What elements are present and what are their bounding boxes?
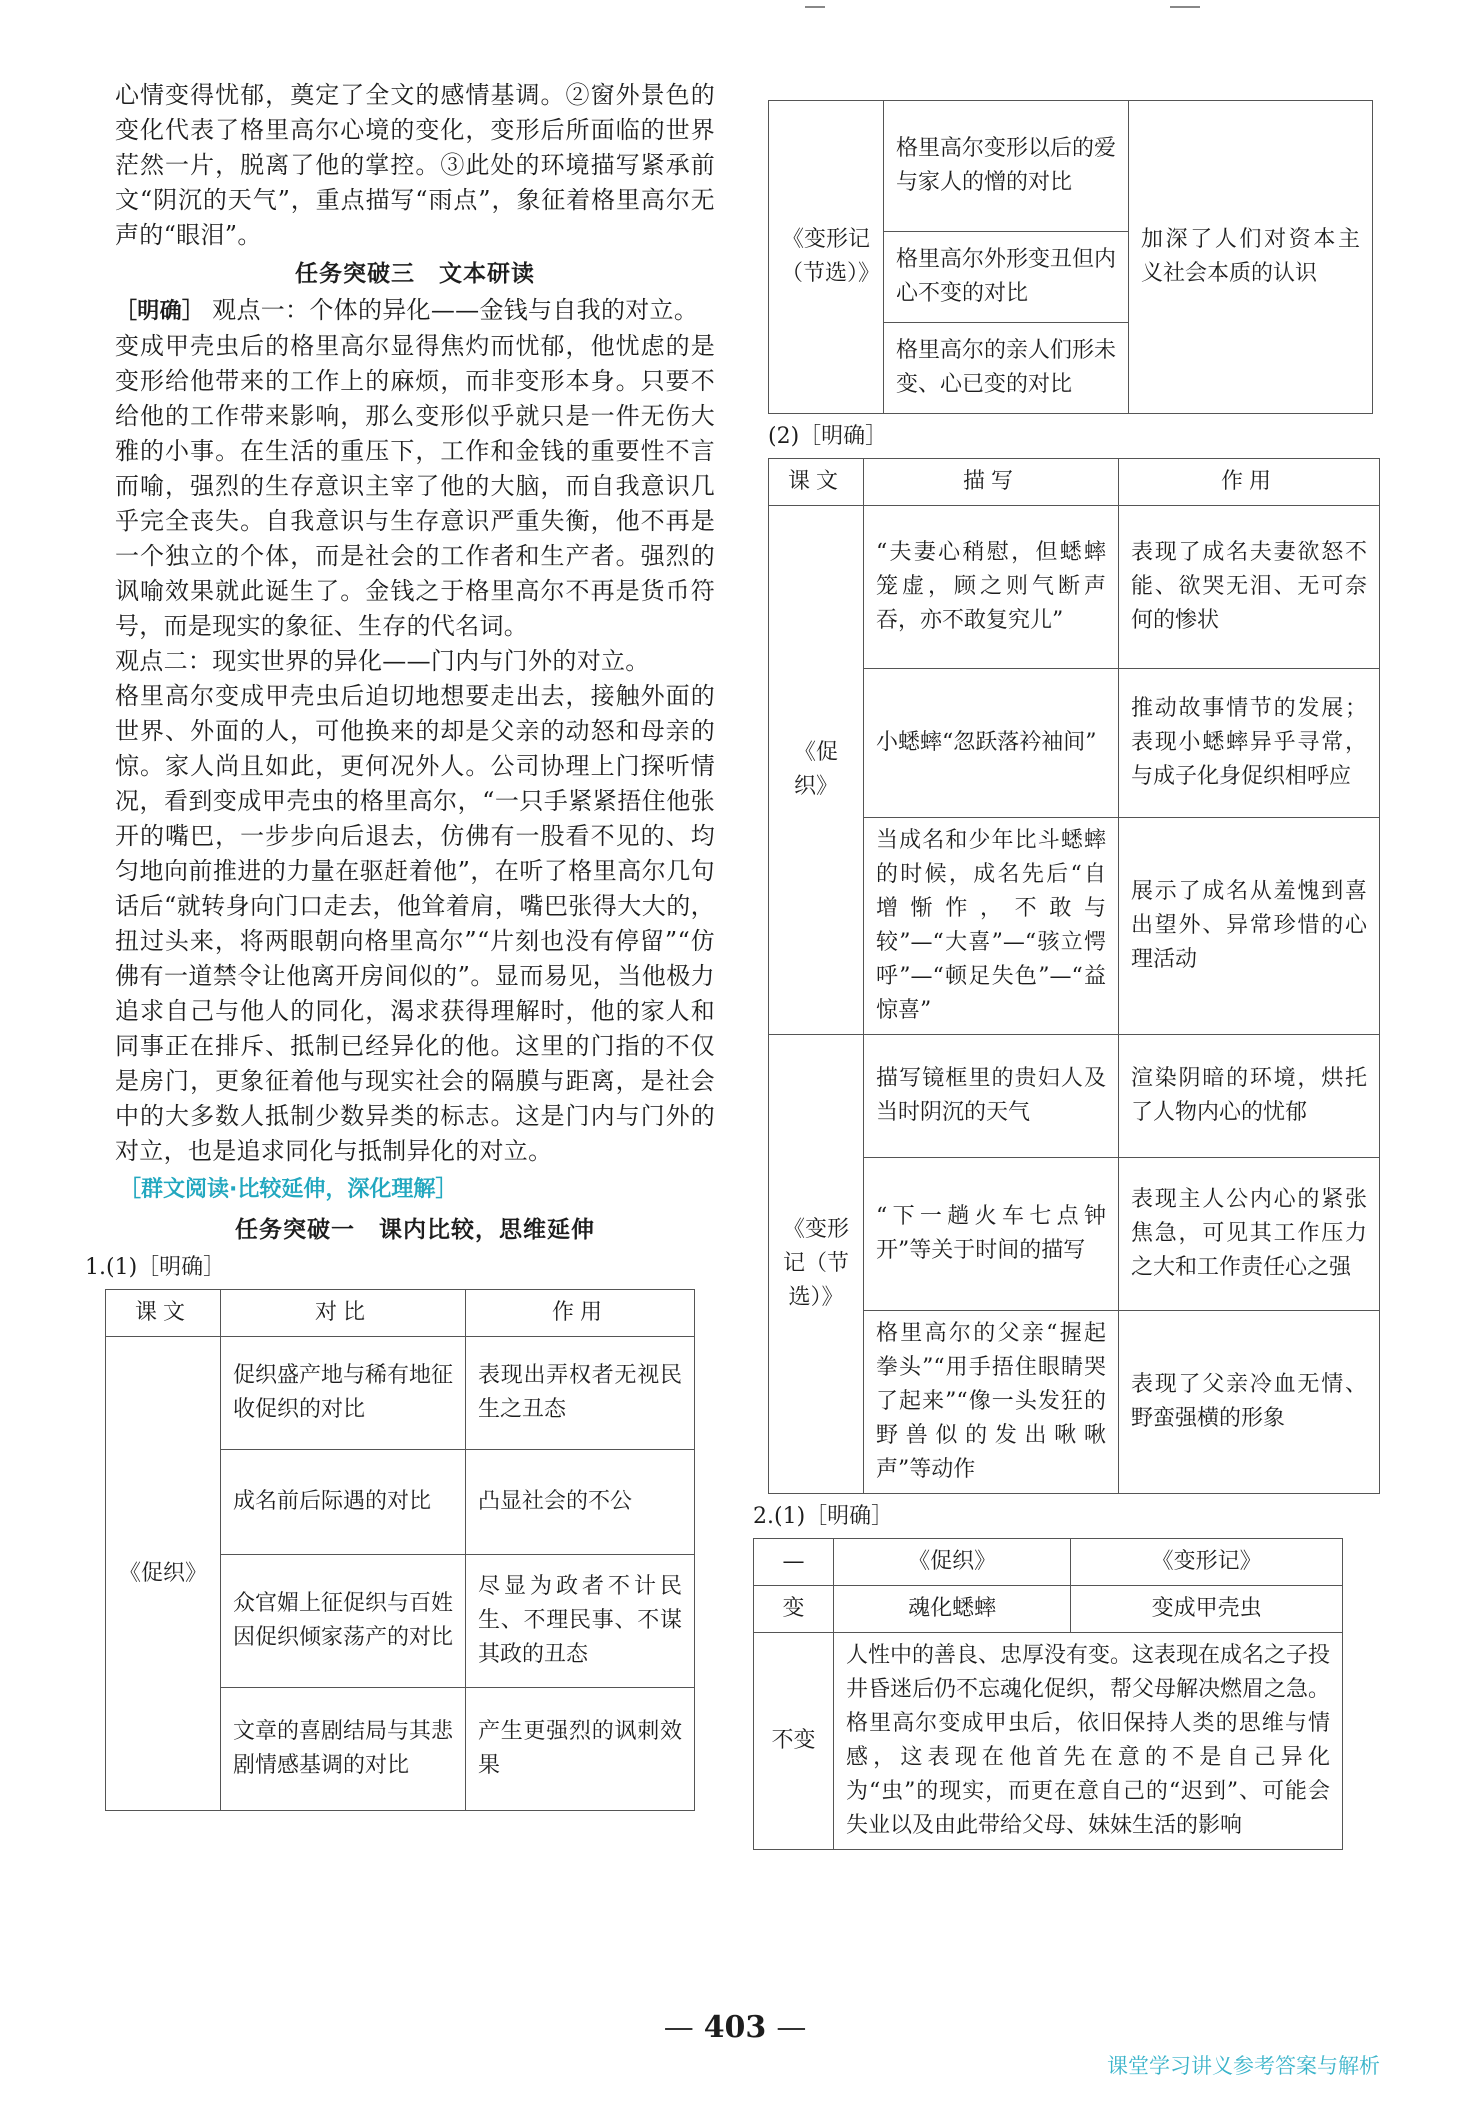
desc-cell: 格里高尔的父亲“握起拳头”“用手捂住眼睛哭了起来”“像一头发狂的野兽似的发出啾啾声”等动作 bbox=[864, 1311, 1119, 1494]
group-cuzhi: 《促织》 bbox=[769, 506, 864, 1035]
effect-cell: 凸显社会的不公 bbox=[466, 1450, 695, 1555]
q2-label: (2)［明确］ bbox=[768, 424, 888, 449]
header-text: 课文 bbox=[769, 459, 864, 506]
change-table-3 bbox=[753, 1538, 1343, 1850]
description-table-2 bbox=[768, 458, 1380, 1494]
table-header-row bbox=[769, 459, 1380, 506]
task1-heading: 任务突破一 课内比较，思维延伸 bbox=[235, 1217, 595, 1243]
desc-cell: “夫妻心稍慰，但蟋蟀笼虚，顾之则气断声吞，亦不敢复究儿” bbox=[864, 506, 1119, 669]
effect-cell: 表现了成名夫妻欲怒不能、欲哭无泪、无可奈何的惨状 bbox=[1119, 506, 1380, 669]
effect-cell: 推动故事情节的发展；表现小蟋蟀异乎寻常，与成子化身促织相呼应 bbox=[1119, 669, 1380, 818]
comparison-table-1 bbox=[105, 1289, 695, 1811]
nochange-text: 人性中的善良、忠厚没有变。这表现在成名之子投井昏迷后仍不忘魂化促织，帮父母解决燃眉之急。格里高尔变成甲虫后，依旧保持人类的思维与情感，这表现在他首先在意的不是自己异化为“虫”的现实，而更在意自己的“迟到”、可能会失业以及由此带给父母、妹妹生活的影响 bbox=[834, 1633, 1343, 1850]
top-rule-right bbox=[1170, 6, 1200, 8]
group-bianxingji: 《变形记（节选）》 bbox=[769, 1035, 864, 1494]
contrast-cell: 成名前后际遇的对比 bbox=[221, 1450, 466, 1555]
right-column bbox=[753, 100, 1380, 1850]
view1-body: 变成甲壳虫后的格里高尔显得焦灼而忧郁，他忧虑的是变形给他带来的工作上的麻烦，而非变形本身。只要不给他的工作带来影响，那么变形似乎就只是一件无伤大雅的小事。在生活的重压下，工作和金钱的重要性不言而喻，强烈的生存意识主宰了他的大脑，而自我意识几乎完全丧失。自我意识与生存意识严重失衡，他不再是一个独立的个体，而是社会的工作者和生产者。强烈的讽喻效果就此诞生了。金钱之于格里高尔不再是货币符号，而是现实的象征、生存的代名词。 bbox=[115, 332, 715, 640]
contrast-cell: 促织盛产地与稀有地征收促织的对比 bbox=[221, 1337, 466, 1450]
page-number: — 403 — bbox=[620, 2010, 850, 2045]
contrast-cell: 文章的喜剧结局与其悲剧情感基调的对比 bbox=[221, 1688, 466, 1811]
table-row bbox=[769, 1035, 1380, 1158]
group-cuzhi: 《促织》 bbox=[106, 1337, 221, 1811]
table-row bbox=[754, 1633, 1343, 1850]
desc-cell: “下一趟火车七点钟开”等关于时间的描写 bbox=[864, 1158, 1119, 1311]
header-bianxingji: 《变形记》 bbox=[1071, 1539, 1343, 1586]
contrast-cell: 格里高尔变形以后的爱与家人的憎的对比 bbox=[884, 101, 1129, 232]
book-title: 课堂学习讲义参考答案与解析 bbox=[1107, 2054, 1380, 2078]
effect-cell: 尽显为政者不计民生、不理民事、不谋其政的丑态 bbox=[466, 1555, 695, 1688]
view1-paragraph bbox=[115, 293, 715, 329]
top-rule-left bbox=[805, 6, 825, 8]
effect-cell: 产生更强烈的讽刺效果 bbox=[466, 1688, 695, 1811]
corner-cell: — bbox=[754, 1539, 834, 1586]
group-reading-banner: ［群文阅读·比较延伸，深化理解］ bbox=[119, 1177, 458, 1202]
header-cuzhi: 《促织》 bbox=[834, 1539, 1071, 1586]
header-text: 课文 bbox=[106, 1290, 221, 1337]
contrast-cell: 格里高尔的亲人们形未变、心已变的对比 bbox=[884, 323, 1129, 414]
view1-title: 观点一：个体的异化——金钱与自我的对立。 bbox=[212, 296, 699, 324]
group-bianxingji: 《变形记（节选）》 bbox=[769, 101, 884, 414]
contrast-cell: 众官媚上征促织与百姓因促织倾家荡产的对比 bbox=[221, 1555, 466, 1688]
effect-cell: 展示了成名从羞愧到喜出望外、异常珍惜的心理活动 bbox=[1119, 818, 1380, 1035]
effect-cell: 表现主人公内心的紧张焦急，可见其工作压力之大和工作责任心之强 bbox=[1119, 1158, 1380, 1311]
dash-left: — bbox=[663, 2010, 694, 2045]
desc-cell: 当成名和少年比斗蟋蟀的时候，成名先后“自增惭怍，不敢与较”—“大喜”—“骇立愕呼”—“顿足失色”—“益惊喜” bbox=[864, 818, 1119, 1035]
nochange-label: 不变 bbox=[754, 1633, 834, 1850]
table-row bbox=[769, 101, 1373, 232]
effect-cell: 渲染阴暗的环境，烘托了人物内心的忧郁 bbox=[1119, 1035, 1380, 1158]
mingque-tag: ［明确］ bbox=[115, 299, 205, 324]
header-effect: 作用 bbox=[1119, 459, 1380, 506]
change-cuzhi: 魂化蟋蟀 bbox=[834, 1586, 1071, 1633]
desc-cell: 描写镜框里的贵妇人及当时阴沉的天气 bbox=[864, 1035, 1119, 1158]
dash-right: — bbox=[776, 2010, 807, 2045]
table-header-row bbox=[754, 1539, 1343, 1586]
left-column bbox=[85, 78, 715, 1811]
header-contrast: 对比 bbox=[221, 1290, 466, 1337]
table-row bbox=[754, 1586, 1343, 1633]
table-row bbox=[106, 1337, 695, 1450]
effect-cell: 加深了人们对资本主义社会本质的认识 bbox=[1129, 101, 1373, 414]
table-row bbox=[769, 506, 1380, 669]
task3-heading: 任务突破三 文本研读 bbox=[295, 261, 535, 287]
change-label: 变 bbox=[754, 1586, 834, 1633]
comparison-table-1-continued bbox=[768, 100, 1373, 414]
view2-body: 格里高尔变成甲壳虫后迫切地想要走出去，接触外面的世界、外面的人，可他换来的却是父亲的动怒和母亲的惊。家人尚且如此，更何况外人。公司协理上门探听情况，看到变成甲壳虫的格里高尔，“一只手紧紧捂住他张开的嘴巴，一步步向后退去，仿佛有一股看不见的、均匀地向前推进的力量在驱赶着他”，在听了格里高尔几句话后“就转身向门口走去，他耸着肩，嘴巴张得大大的，扭过头来，将两眼朝向格里高尔”“片刻也没有停留”“仿佛有一道禁令让他离开房间似的”。显而易见，当他极力追求自己与他人的同化，渴求获得理解时，他的家人和同事正在排斥、抵制已经异化的他。这里的门指的不仅是房门，更象征着他与现实社会的隔膜与距离，是社会中的大多数人抵制少数异类的标志。这是门内与门外的对立，也是追求同化与抵制异化的对立。 bbox=[115, 682, 715, 1165]
table-header-row bbox=[106, 1290, 695, 1337]
q1-label: 1.(1)［明确］ bbox=[85, 1255, 226, 1280]
contrast-cell: 格里高尔外形变丑但内心不变的对比 bbox=[884, 232, 1129, 323]
view2-title: 观点二：现实世界的异化——门内与门外的对立。 bbox=[115, 647, 650, 675]
header-effect: 作用 bbox=[466, 1290, 695, 1337]
change-bianxingji: 变成甲壳虫 bbox=[1071, 1586, 1343, 1633]
effect-cell: 表现出弄权者无视民生之丑态 bbox=[466, 1337, 695, 1450]
header-desc: 描写 bbox=[864, 459, 1119, 506]
q3-label: 2.(1)［明确］ bbox=[753, 1504, 894, 1529]
intro-paragraph: 心情变得忧郁，奠定了全文的感情基调。②窗外景色的变化代表了格里高尔心境的变化，变形后所面临的世界茫然一片，脱离了他的掌控。③此处的环境描写紧承前文“阴沉的天气”，重点描写“雨点”，象征着格里高尔无声的“眼泪”。 bbox=[115, 81, 715, 249]
desc-cell: 小蟋蟀“忽跃落衿袖间” bbox=[864, 669, 1119, 818]
effect-cell: 表现了父亲冷血无情、野蛮强横的形象 bbox=[1119, 1311, 1380, 1494]
